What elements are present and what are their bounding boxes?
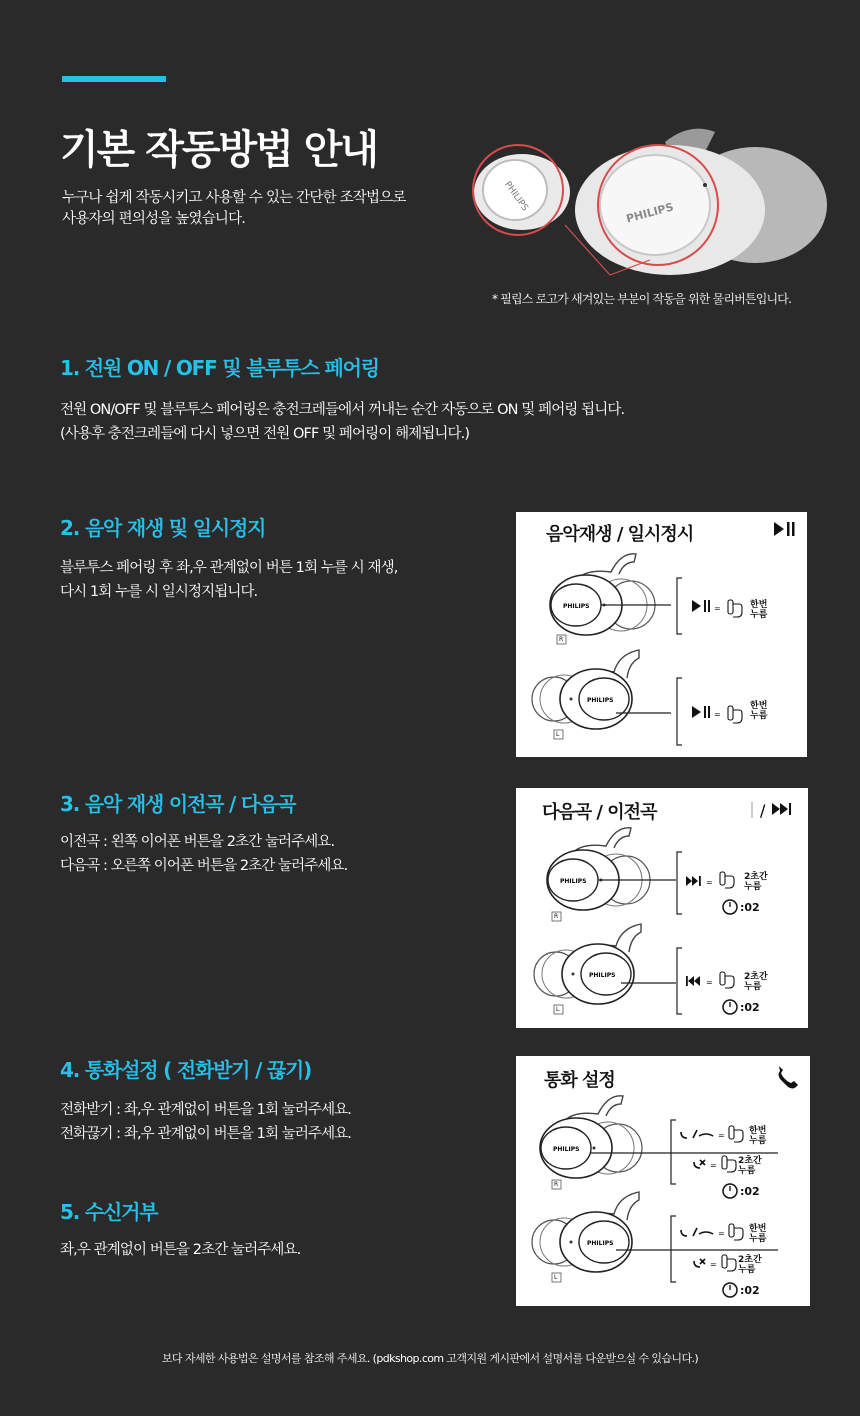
svg-text:PHILIPS: PHILIPS [563,603,590,610]
press-2s-label: 2초간 누름 [744,972,768,992]
track-skip-panel [516,788,808,1028]
phone-icon [779,1066,799,1089]
panel-title: 다음곡 / 이전곡 [542,802,657,823]
side-label-l: L [556,1006,560,1013]
section-body: 좌,우 관계없이 버튼을 2초간 눌러주세요. [60,1242,301,1258]
play-pause-icon [774,522,795,536]
button-note: * 필립스 로고가 새겨있는 부분이 작동을 위한 물리버튼입니다. [492,292,792,306]
svg-text:/: / [760,801,766,820]
svg-text:=: = [706,978,713,987]
timer-label: :02 [740,1001,760,1014]
right-earbud-diagram [550,554,655,635]
call-settings-panel [516,1056,810,1306]
svg-text:PHILIPS: PHILIPS [553,1146,580,1153]
left-earbud-diagram [532,650,639,729]
press-2s-label: 2초간 누름 [738,1255,762,1275]
timer-label: :02 [740,901,760,914]
right-earbud-diagram [540,1096,642,1178]
panel-title: 음악재생 / 일시정시 [546,524,694,545]
section-heading: 3. 음악 재생 이전곡 / 다음곡 [60,792,296,816]
section-body: 전화받기 : 좌,우 관계없이 버튼을 1회 눌러주세요. 전화끊기 : 좌,우 관계없이 버튼을 1회 눌러주세요. [60,1102,352,1142]
svg-text:=: = [710,1161,717,1170]
section-body: 이전곡 : 왼쪽 이어폰 버튼을 2초간 눌러주세요. 다음곡 : 오른쪽 이어폰 버튼을 2초간 눌러주세요. [60,834,348,874]
press-once-label: 한번 누름 [750,600,768,620]
next-track-icon [772,803,791,815]
press-2s-label: 2초간 누름 [738,1156,762,1176]
timer-icon [723,1283,737,1297]
tap-hand-icon [722,1156,736,1172]
side-label-r: R [554,913,559,920]
side-label-r: R [554,1181,559,1188]
next-track-icon [686,876,701,886]
timer-label: :02 [740,1284,760,1297]
timer-icon [723,900,737,914]
svg-text:PHILIPS: PHILIPS [624,200,675,226]
section-body: 전원 ON/OFF 및 블루투스 페어링은 충전크레들에서 꺼내는 순간 자동으로 ON 및 페어링 됩니다. (사용후 충전크레들에 다시 넣으면 전원 OFF 및 페어링이 해제됩니다.) [60,402,625,442]
section-body: 블루투스 페어링 후 좌,우 관계없이 버튼 1회 누를 시 재생, 다시 1회 누를 시 일시정지됩니다. [60,560,398,600]
panel-title: 통화 설정 [544,1070,615,1091]
tap-hand-icon [720,972,734,988]
tap-hand-icon [729,1224,743,1240]
tap-hand-icon [728,706,742,723]
play-pause-icon [692,706,710,718]
reject-call-icon [694,1259,705,1267]
side-label-l: L [554,1274,558,1281]
play-pause-icon [692,600,710,612]
page-title: 기본 작동방법 안내 [60,127,377,173]
answer-end-call-icon [681,1228,713,1236]
left-earbud-diagram [534,924,641,1004]
accent-bar [62,76,166,82]
previous-track-icon [686,976,700,986]
svg-text:PHILIPS: PHILIPS [587,1240,614,1247]
play-pause-panel [516,512,807,757]
section-heading: 5. 수신거부 [60,1200,158,1224]
timer-label: :02 [740,1185,760,1198]
answer-end-call-icon [681,1130,713,1138]
press-once-label: 한번 누름 [749,1126,767,1146]
right-earbud-diagram [547,828,650,910]
press-once-label: 한번 누름 [749,1224,767,1244]
section-heading: 4. 통화설정 ( 전화받기 / 끊기) [60,1058,312,1082]
reject-call-icon [694,1160,705,1168]
left-earbud-diagram [532,1192,639,1272]
svg-text:=: = [714,710,721,719]
svg-text:PHILIPS: PHILIPS [560,878,587,885]
side-label-l: L [556,731,560,738]
section-heading: 1. 전원 ON / OFF 및 블루투스 페어링 [60,356,379,380]
tap-hand-icon [729,1126,743,1142]
svg-text:PHILIPS: PHILIPS [589,972,616,979]
svg-text:=: = [710,1260,717,1269]
footer-note: 보다 자세한 사용법은 설명서를 참조해 주세요. (pdkshop.com 고객지원 게시판에서 설명서를 다운받으실 수 있습니다.) [161,1352,699,1365]
svg-text:=: = [714,604,721,613]
earbuds-illustration [470,120,830,285]
svg-text:PHILIPS: PHILIPS [587,697,614,704]
tap-hand-icon [720,872,734,888]
tap-hand-icon [728,600,742,617]
side-label-r: R [559,636,564,643]
section-heading: 2. 음악 재생 및 일시정지 [60,516,266,540]
press-2s-label: 2초간 누름 [744,872,768,892]
press-once-label: 한번 누름 [750,701,768,721]
svg-text:=: = [706,878,713,887]
timer-icon [723,1184,737,1198]
timer-icon [723,1000,737,1014]
svg-text:=: = [718,1131,725,1140]
tap-hand-icon [722,1255,736,1271]
svg-text:=: = [718,1229,725,1238]
svg-text:PHILIPS: PHILIPS [502,179,530,214]
intro-text: 누구나 쉽게 작동시키고 사용할 수 있는 간단한 조작법으로 사용자의 편의성을 높였습니다. [62,190,406,227]
